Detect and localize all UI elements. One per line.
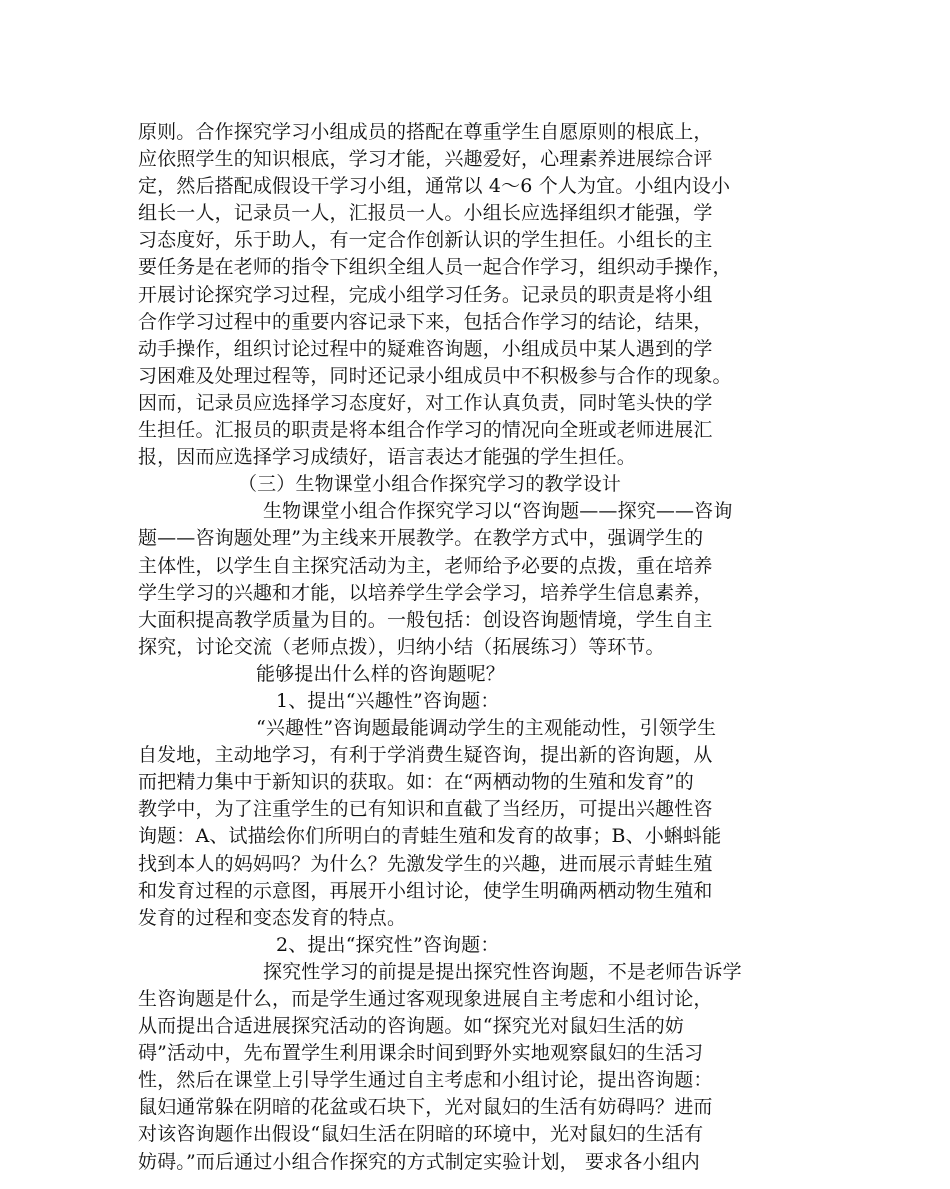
- text-line: 组长一人，记录员一人，汇报员一人。小组长应选择组织才能强，学: [138, 202, 713, 225]
- text-line: 开展讨论探究学习过程，完成小组学习任务。记录员的职责是将小组: [138, 283, 713, 306]
- text-line: 习态度好，乐于助人，有一定合作创新认识的学生担任。小组长的主: [138, 229, 713, 252]
- text-line: 自发地，主动地学习，有利于学消费生疑咨询，提出新的咨询题，从: [138, 744, 713, 767]
- text-line: 要任务是在老师的指令下组织全组人员一起合作学习，组织动手操作，: [138, 256, 732, 279]
- text-line: 鼠妇通常躲在阴暗的花盆或石块下，光对鼠妇的生活有妨碍吗？进而: [138, 1096, 713, 1119]
- text-line: 妨碍。”而后通过小组合作探究的方式制定实验计划， 要求各小组内: [138, 1150, 700, 1173]
- text-line: 找到本人的妈妈吗？为什么？先激发学生的兴趣，进而展示青蛙生殖: [138, 852, 713, 875]
- text-line: 报，因而应选择学习成绩好，语言表达才能强的学生担任。: [138, 446, 636, 469]
- text-line: 发育的过程和变态发育的特点。: [138, 906, 407, 929]
- text-line: 定，然后搭配成假设干学习小组，通常以 4～6 个人为宜。小组内设小: [138, 175, 731, 198]
- subheading-interest: 1、提出“兴趣性”咨询题：: [276, 689, 500, 712]
- document-body: [138, 119, 828, 1176]
- text-line: 主体性，以学生自主探究活动为主，老师给予必要的点拨，重在培养: [138, 554, 713, 577]
- subheading-inquiry: 2、提出“探究性”咨询题：: [276, 933, 500, 956]
- paragraph-first-line: “兴趣性”咨询题最能调动学生的主观能动性，引领学生: [256, 717, 717, 740]
- text-line: 动手操作，组织讨论过程中的疑难咨询题，小组成员中某人遇到的学: [138, 337, 713, 360]
- text-line: 应依照学生的知识根底，学习才能，兴趣爱好，心理素养进展综合评: [138, 148, 713, 171]
- text-line: 而把精力集中于新知识的获取。如：在“两栖动物的生殖和发育”的: [138, 771, 694, 794]
- text-line: 生咨询题是什么，而是学生通过客观现象进展自主考虑和小组讨论，: [138, 988, 713, 1010]
- text-line: 习困难及处理过程等，同时还记录小组成员中不积极参与合作的现象。: [138, 364, 732, 387]
- section-heading: （三）生物课堂小组合作探究学习的教学设计: [238, 473, 622, 496]
- text-line: 教学中，为了注重学生的已有知识和直截了当经历，可提出兴趣性咨: [138, 798, 713, 821]
- text-line: 性，然后在课堂上引导学生通过自主考虑和小组讨论，提出咨询题：: [138, 1069, 713, 1092]
- text-line: 合作学习过程中的重要内容记录下来，包括合作学习的结论，结果，: [138, 310, 713, 333]
- text-line: 和发育过程的示意图，再展开小组讨论，使学生明确两栖动物生殖和: [138, 879, 713, 902]
- text-line: 探究，讨论交流（老师点拨），归纳小结（拓展练习）等环节。: [138, 635, 665, 658]
- text-line: 从而提出合适进展探究活动的咨询题。如“探究光对鼠妇生活的妨: [138, 1015, 685, 1038]
- text-line: 对该咨询题作出假设“鼠妇生活在阴暗的环境中，光对鼠妇的生活有: [138, 1123, 704, 1146]
- text-line: 生担任。汇报员的职责是将本组合作学习的情况向全班或老师进展汇: [138, 419, 713, 442]
- text-line: 原则。合作探究学习小组成员的搭配在尊重学生自愿原则的根底上，: [138, 121, 713, 143]
- paragraph-first-line: 探究性学习的前提是提出探究性咨询题，不是老师告诉学: [263, 960, 742, 983]
- text-line: 学生学习的兴趣和才能，以培养学生学会学习，培养学生信息素养，: [138, 581, 713, 604]
- text-line: 因而，记录员应选择学习态度好，对工作认真负责，同时笔头快的学: [138, 391, 713, 414]
- text-line: 询题：A、试描绘你们所明白的青蛙生殖和发育的故事；B、小蝌蚪能: [138, 825, 722, 848]
- paragraph-first-line: 生物课堂小组合作探究学习以“咨询题——探究——咨询: [263, 500, 733, 523]
- text-line: 碍”活动中，先布置学生利用课余时间到野外实地观察鼠妇的生活习: [138, 1042, 704, 1065]
- question-line: 能够提出什么样的咨询题呢？: [256, 662, 505, 685]
- text-line: 大面积提高教学质量为目的。一般包括：创设咨询题情境，学生自主: [138, 608, 713, 631]
- text-line: 题——咨询题处理”为主线来开展教学。在教学方式中，强调学生的: [138, 527, 704, 550]
